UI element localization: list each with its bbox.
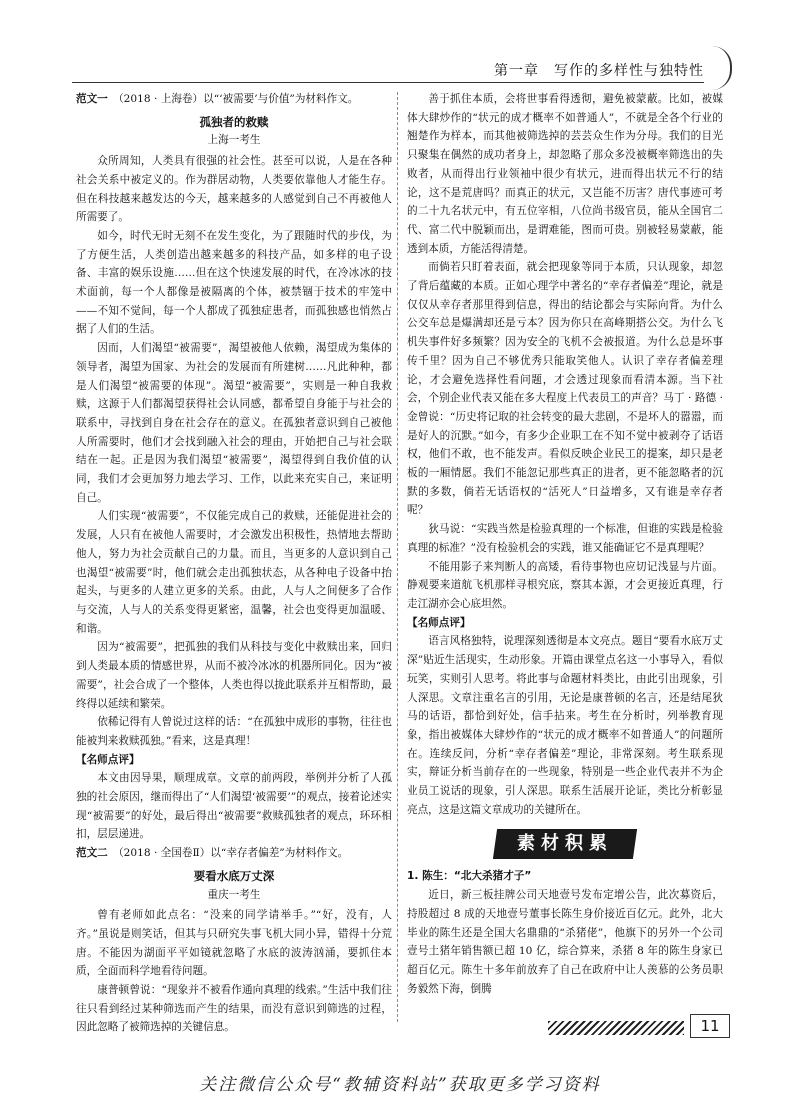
footer-hatch-bar [548,1021,684,1035]
comment1-text: 本文由因导果，顺理成章。文章的前两段，举例并分析了人孤独的社会原因，继而得出了“人们渴望‘被需要’”的观点，接着论述实现“被需要”的好处，最后得出“被需要”救赎孤独者的观点，环环相扣，层层递进。 [76,772,392,841]
essay2-paragraph: 康普顿曾说：“现象并不被看作通向真理的线索。”生活中我们往往只看到经过某种筛选而产生的结果，而没有意识到筛选的过程，因此忽略了被筛选掉的关键信息。 [76,984,392,1034]
material-banner [493,829,637,859]
chapter-title: 第一章 写作的多样性与独特性 [494,63,704,79]
comment1-label: 【名师点评】 [76,753,140,766]
essay2-prompt [76,844,392,863]
header-bracket-ornament [712,46,732,90]
column-divider [397,92,398,1022]
page-header [72,58,732,82]
header-rule [72,82,704,83]
right-column [407,90,723,998]
essay1-title: 孤独者的救赎 [199,114,269,129]
material1-text: 近日，新三板挂牌公司天地壹号发布定增公告，此次募资后，持股超过 8 成的天地壹号董事长陈生身价接近百亿元。此外，北大毕业的陈生还是全国大名鼎鼎的“杀猪佬”，他旗下的另外一个公司壹号土猪年销售额已超 10 亿，综合算来，杀猪 8 年的陈生身家已超百亿元。陈生十多年前放弃了自己在政府中让人羡慕的公务员职务毅然下海，倒腾 [407,889,723,995]
essay2-paragraph: 不能用影子来判断人的高矮，看待事物也应切记浅显与片面。静观要来道航飞机那样寻根究底，察其本源，才会更接近真理，行走江湖亦会心底坦然。 [407,560,723,610]
page-number: 11 [690,1014,730,1038]
essay1-paragraph: 如今，时代无时无刻不在发生变化，为了跟随时代的步伐，为了方便生活，人类创造出越来越多的科技产品，如多样的电子设备、丰富的娱乐设施……但在这个快速发展的时代，在冷冰冰的技术面前，每一个人都像是被隔离的个体，被禁锢于技术的牢笼中——不知不觉间，每一个人都成了孤独症患者，而孤独感也悄然占据了人们的生活。 [76,229,392,336]
material-banner-text: 素材积累 [517,833,613,855]
comment2-text: 语言风格独特，说理深刻透彻是本文亮点。题目“要看水底万丈深”贴近生活现实，生动形象。开篇由课堂点名这一小事导入，看似玩笑，实则引人思考。将此事与命题材料类比，由此引出现象，引人深思。文章注重名言的引用，无论是康普顿的名言，还是结尾狄马的话语，都恰到好处，信手拈来。考生在分析时，列举教育现象，指出被媒体大肆炒作的“状元的成才概率不如普通人”的问题所在。连续反问，分析“幸存者偏差”理论，非常深刻。考生联系现实，辩证分析当前存在的一些现象，特别是一些企业代表并不为企业员工说话的现象，引人深思。联系生活展开论证，类比分析彰显亮点，这是这篇文章成功的关键所在。 [407,635,723,816]
essay1-prompt-text: （2018 · 上海卷）以“‘被需要’与价值”为材料作文。 [118,93,359,105]
essay2-paragraph: 善于抓住本质，会将世事看得透彻，避免被蒙蔽。比如，被媒体大肆炒作的“状元的成才概率不如普通人”，不就是全各个行业的翘楚作为样本，而其他被筛选掉的芸芸众生作为分母。我们的目光只聚集在偶然的成功者身上，却忽略了那众多没被概率筛选出的失败者，从而得出行业领袖中很少有状元，进而得出状元不行的结论，这不是荒唐吗？而真正的状元，又岂能不历害？唐代事迹可考的二十九名状元中，有五位宰相，八位尚书级官员，能从全国官二代、富二代中脱颖而出，是谓难能，图而可贵。别被轻易蒙蔽，能透到本质，方能活得清楚。 [407,93,723,255]
left-column [76,90,392,1037]
essay1-paragraph: 众所周知，人类具有很强的社会性。甚至可以说，人是在各种社会关系中被定义的。作为群居动物，人类要依靠他人才能生存。但在科技越来越发达的今天，越来越多的人感觉到自己不再被他人所需要了。 [76,155,392,224]
essay1-author: 上海一考生 [207,134,261,147]
essay2-paragraph: 狄马说：“实践当然是检验真理的一个标准，但谁的实践是检验真理的标准？”没有检验机会的实践，谁又能确证它不是真理呢？ [407,523,723,554]
essay1-paragraph: 依稀记得有人曾说过这样的话：“在孤独中成形的事物，往往也能被判来救赎孤独。”看来，这是真理！ [76,716,392,747]
essay2-author: 重庆一考生 [207,888,261,901]
essay1-prompt [76,90,392,109]
essay1-paragraph: 因为“被需要”，把孤独的我们从科技与变化中救赎出来，回归到人类最本质的情感世界，从而不被冷冰冰的机器所同化。因为“被需要”，社会合成了一个整体，人类也得以拢此联系并互相帮助，最终得以延续和繁荣。 [76,641,392,710]
comment2-label: 【名师点评】 [407,616,471,629]
essay1-paragraph: 人们实现“被需要”，不仅能完成自己的救赎，还能促进社会的发展，人只有在被他人需要时，才会激发出积极性，热情地去帮助他人，努力为社会贡献自己的力量。而且，当更多的人意识到自己也渴望“被需要”时，他们就会走出孤独状态，从各种电子设备中抬起头，与更多的人建立更多的关系。由此，人与人之间便多了合作与交流，人与人的关系变得更紧密，温馨，社会也变得更加温暖、和谐。 [76,510,392,635]
essay2-prompt-text: （2018 · 全国卷Ⅱ）以“幸存者偏差”为材料作文。 [118,847,349,860]
material1-heading: 1. 陈生：“北大杀猪才子” [407,870,532,883]
essay2-paragraph: 而倘若只盯着表面，就会把现象等同于本质，只认现象，却忽了背后蕴藏的本质。正如心理学中著名的“幸存者偏差”理论，就是仅仅从幸存者那里得到信息，得出的结论都会与实际向背。为什么公交车总是爆满却还是亏本？因为你只在高峰期搭公交。为什么飞机失事件好多频繁？因为安全的飞机不会被报道。为什么总是坏事传千里？因为自己不够优秀只能取笑他人。认识了幸存者偏差理论，才会避免选择性看问题，才会透过现象而看清本源。当下社会，个别企业代表又能在多大程度上代表员工的声音？马丁 · 路德 · 金曾说：“历史将记取的社会转变的最大悲剧，不是坏人的嚣嚣，而是好人的沉默。”如今，有多少企业职工在不知不觉中被剥夺了话语权，他们不敢，也不能发声。看似反映企业民工的提案，却只是老板的一厢情愿。我们不能忽记那些真正的进者，更不能忽略者的沉默的多数，倘若无话语权的“活死人”日益增多，又有谁是幸存者呢？ [407,261,723,517]
essay2-title: 要看水底万丈深 [193,868,275,883]
footer-note: 关注微信公众号“教辅资料站”获取更多学习资料 [199,1075,601,1095]
essay1-label: 范文一 [76,93,108,105]
essay2-paragraph: 曾有老师如此点名：“没来的同学请举手。”“好，没有，人齐。”虽说是则笑话，但其与只研究失事飞机大同小异，错得十分荒唐。不能因为湖面平平如镜就忽略了水底的波涛汹涌，要抓住本质，全面而科学地看待问题。 [76,909,392,978]
essay1-paragraph: 因而，人们渴望“被需要”，渴望被他人依赖，渴望成为集体的领导者，渴望为国家、为社会的发展而有所建树……凡此种种，都是人们渴望“被需要的体现”。渴望“被需要”，实则是一种自我救赎，这源于人们都渴望获得社会认同感，都希望自身能于与社会的联系中，寻找到自身在社会存在的意义。在孤独者意识到自己被他人所需要时，他们才会找到融入社会的理由，开始把自己与社会联结在一起。正是因为我们渴望“被需要”，渴望得到自我价值的认同，我们才会更加努力地去学习、工作，以此来充实自己，来证明自己。 [76,342,392,504]
essay2-label: 范文二 [76,847,108,860]
